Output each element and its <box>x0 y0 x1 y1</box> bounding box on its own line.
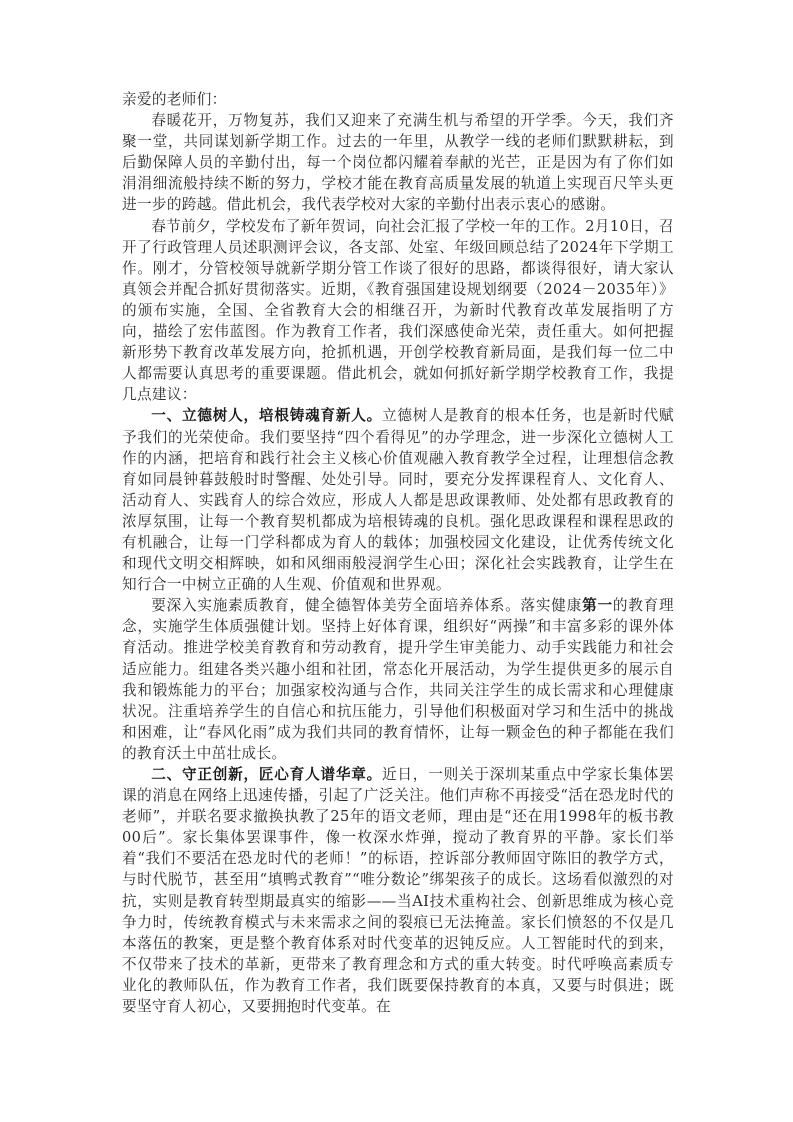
quality-education-text-after: 的教育理念，实施学生体质强健计划。坚持上好体育课，组织好“两操”和丰富多彩的课外体育活动。推进学校美育教育和劳动教育，提升学生审美能力、动手实践能力和社会适应能力。组建各类兴趣小组和社团，常态化开展活动，为学生提供更多的展示自我和锻炼能力的平台；加强家校沟通与合作，共同关注学生的成长需求和心理健康状况。注重培养学生的自信心和抗压能力，引导他们积极面对学习和生活中的挑战和困难，让“春风化雨”成为我们共同的教育情怀，让每一颗金色的种子都能在我们的教育沃土中茁壮成长。 <box>122 597 674 762</box>
paragraph-section-two <box>122 764 674 1017</box>
salutation: 亲爱的老师们： <box>122 91 227 108</box>
paragraph-spring-festival-review: 春节前夕，学校发布了新年贺词，向社会汇报了学校一年的工作。2月10日，召开了行政管理人员述职测评会议，各支部、处室、年级回顾总结了2024年下学期工作。刚才，分管校领导就新学期分管工作谈了很好的思路，都谈得很好，请大家认真领会并配合抓好贯彻落实。近期，《教育强国建设规划纲要（2024－2035年）》的颁布实施，全国、全省教育大会的相继召开，为新时代教育改革发展指明了方向，描绘了宏伟蓝图。作为教育工作者，我们深感使命光荣，责任重大。如何把握新形势下教育改革发展方向，抢抓机遇，开创学校教育新局面，是我们每一位二中人都需要认真思考的重要课题。借此机会，就如何抓好新学期学校教育工作，我提几点建议： <box>122 217 674 404</box>
section-two-heading: 二、守正创新，匠心育人谱华章。 <box>151 766 383 783</box>
bold-inline-first: 第一 <box>582 597 613 615</box>
quality-education-text-before: 要深入实施素质教育，健全德智体美劳全面培养体系。落实健康 <box>151 597 583 615</box>
section-one-heading: 一、立德树人，培根铸魂育新人。 <box>151 407 383 425</box>
section-one-body: 立德树人是教育的根本任务，也是新时代赋予我们的光荣使命。我们要坚持“四个看得见”的办学理念，进一步深化立德树人工作的内涵，把培育和践行社会主义核心价值观融入教育教学全过程，让理想信念教育如同晨钟暮鼓般时时警醒、处处引导。同时，要充分发挥课程育人、文化育人、活动育人、实践育人的综合效应，形成人人都是思政课教师、处处都有思政教育的浓厚氛围，让每一个教育契机都成为培根铸魂的良机。强化思政课程和课程思政的有机融合，让每一门学科都成为育人的载体；加强校园文化建设，让优秀传统文化和现代文明交相辉映，如和风细雨般浸润学生心田；深化社会实践教育，让学生在知行合一中树立正确的人生观、价值观和世界观。 <box>122 407 674 594</box>
paragraph-section-one <box>122 405 674 595</box>
paragraph-quality-education <box>122 595 674 764</box>
document-page <box>122 89 674 1017</box>
section-two-body: 近日，一则关于深圳某重点中学家长集体罢课的消息在网络上迅速传播，引起了广泛关注。他们声称不再接受“活在恐龙时代的老师”，并联名要求撤换执教了25年的语文老师，理由是“还在用1998年的板书教00后”。家长集体罢课事件，像一枚深水炸弹，搅动了教育界的平静。家长们举着“我们不要活在恐龙时代的老师！”的标语，控诉部分教师固守陈旧的教学方式，与时代脱节，甚至用“填鸭式教育”“唯分数论”绑架孩子的成长。这场看似激烈的对抗，实则是教育转型期最真实的缩影——当AI技术重构社会、创新思维成为核心竞争力时，传统教育模式与未来需求之间的裂痕已无法掩盖。家长们愤怒的不仅是几本落伍的教案，更是整个教育体系对时代变革的迟钝反应。人工智能时代的到来，不仅带来了技术的革新，更带来了教育理念和方式的重大转变。时代呼唤高素质专业化的教师队伍，作为教育工作者，我们既要保持教育的本真，又要与时俱进；既要坚守育人初心，又要拥抱时代变革。在 <box>122 766 674 1016</box>
paragraph-opening: 春暖花开，万物复苏，我们又迎来了充满生机与希望的开学季。今天，我们齐聚一堂，共同谋划新学期工作。过去的一年里，从教学一线的老师们默默耕耘，到后勤保障人员的辛勤付出，每一个岗位都闪耀着奉献的光芒，正是因为有了你们如涓涓细流般持续不断的努力，学校才能在教育高质量发展的轨道上实现百尺竿头更进一步的跨越。借此机会，我代表学校对大家的辛勤付出表示衷心的感谢。 <box>122 112 674 214</box>
